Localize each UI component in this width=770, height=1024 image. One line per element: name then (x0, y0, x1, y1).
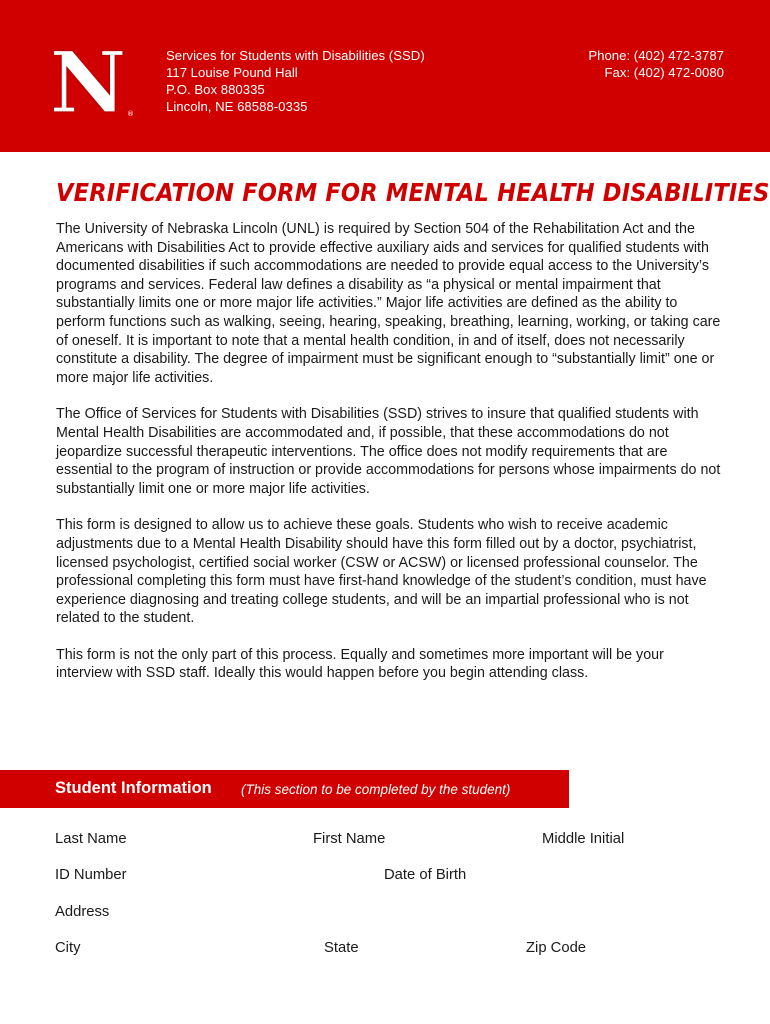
svg-text:®: ® (127, 110, 134, 118)
office-contact (588, 47, 724, 81)
paragraph: The University of Nebraska Lincoln (UNL) is required by Section 504 of the Rehabilitation Act and the Americans with Disabilities Act to provide effective auxiliary aids and services for qualified students with documented disabilities if such accommodations are needed to provide equal access to the University’s programs and services. Federal law defines a disability as “a physical or mental impairment that substantially limits one or more major life activities.” Major life activities are defined as the ability to perform functions such as walking, seeing, hearing, speaking, breathing, learning, working, or taking care of oneself. It is important to note that a mental health condition, in and of itself, does not necessarily constitute a disability. The degree of impairment must be significant enough to “substantially limit” one or more major life activities. (56, 221, 721, 386)
paragraph: This form is not the only part of this process. Equally and sometimes more important will be your interview with SSD staff. Ideally this would happen before you begin attending class. (56, 646, 664, 682)
intro-text (56, 220, 722, 701)
city-field[interactable]: City (55, 940, 81, 956)
date-of-birth-field[interactable]: Date of Birth (384, 867, 467, 883)
svg-text:N: N (49, 33, 127, 132)
first-name-field[interactable]: First Name (313, 831, 386, 847)
id-number-field[interactable]: ID Number (55, 867, 127, 883)
page-title: VERIFICATION FORM FOR MENTAL HEALTH DISABILITIES (56, 178, 770, 207)
middle-initial-field[interactable]: Middle Initial (542, 831, 625, 847)
nebraska-n-logo-icon (49, 33, 134, 132)
fax-number: Fax: (402) 472-0080 (604, 65, 724, 80)
paragraph: The Office of Services for Students with Disabilities (SSD) strives to insure that qualified students with Mental Health Disabilities are accommodated and, if possible, that these accommodations do not jeopardize successful therapeutic interventions. The office does not modify requirements that are essential to the program of instruction or provide accommodations for persons whose impairments do not substantially limit one or more major life activities. (56, 406, 721, 497)
address-line: P.O. Box 880335 (166, 82, 265, 97)
last-name-field[interactable]: Last Name (55, 831, 127, 847)
state-field[interactable]: State (324, 940, 359, 956)
header-banner (0, 0, 770, 152)
address-field[interactable]: Address (55, 904, 110, 920)
address-line: Services for Students with Disabilities (SSD) (166, 48, 425, 63)
student-information-header (0, 770, 569, 808)
office-address (166, 47, 425, 115)
section-note: (This section to be completed by the student) (241, 782, 511, 797)
zip-code-field[interactable]: Zip Code (526, 940, 587, 956)
address-line: Lincoln, NE 68588-0335 (166, 99, 308, 114)
paragraph: This form is designed to allow us to achieve these goals. Students who wish to receive academic adjustments due to a Mental Health Disability should have this form filled out by a doctor, psychiatrist, licensed psychologist, certified social worker (CSW or ACSW) or licensed professional counselor. The professional completing this form must have first-hand knowledge of the student’s condition, must have experience diagnosing and treating college students, and will be an impartial professional who is not related to the student. (56, 517, 707, 627)
section-title: Student Information (55, 779, 212, 797)
phone-number: Phone: (402) 472-3787 (588, 48, 724, 63)
address-line: 117 Louise Pound Hall (166, 65, 298, 80)
